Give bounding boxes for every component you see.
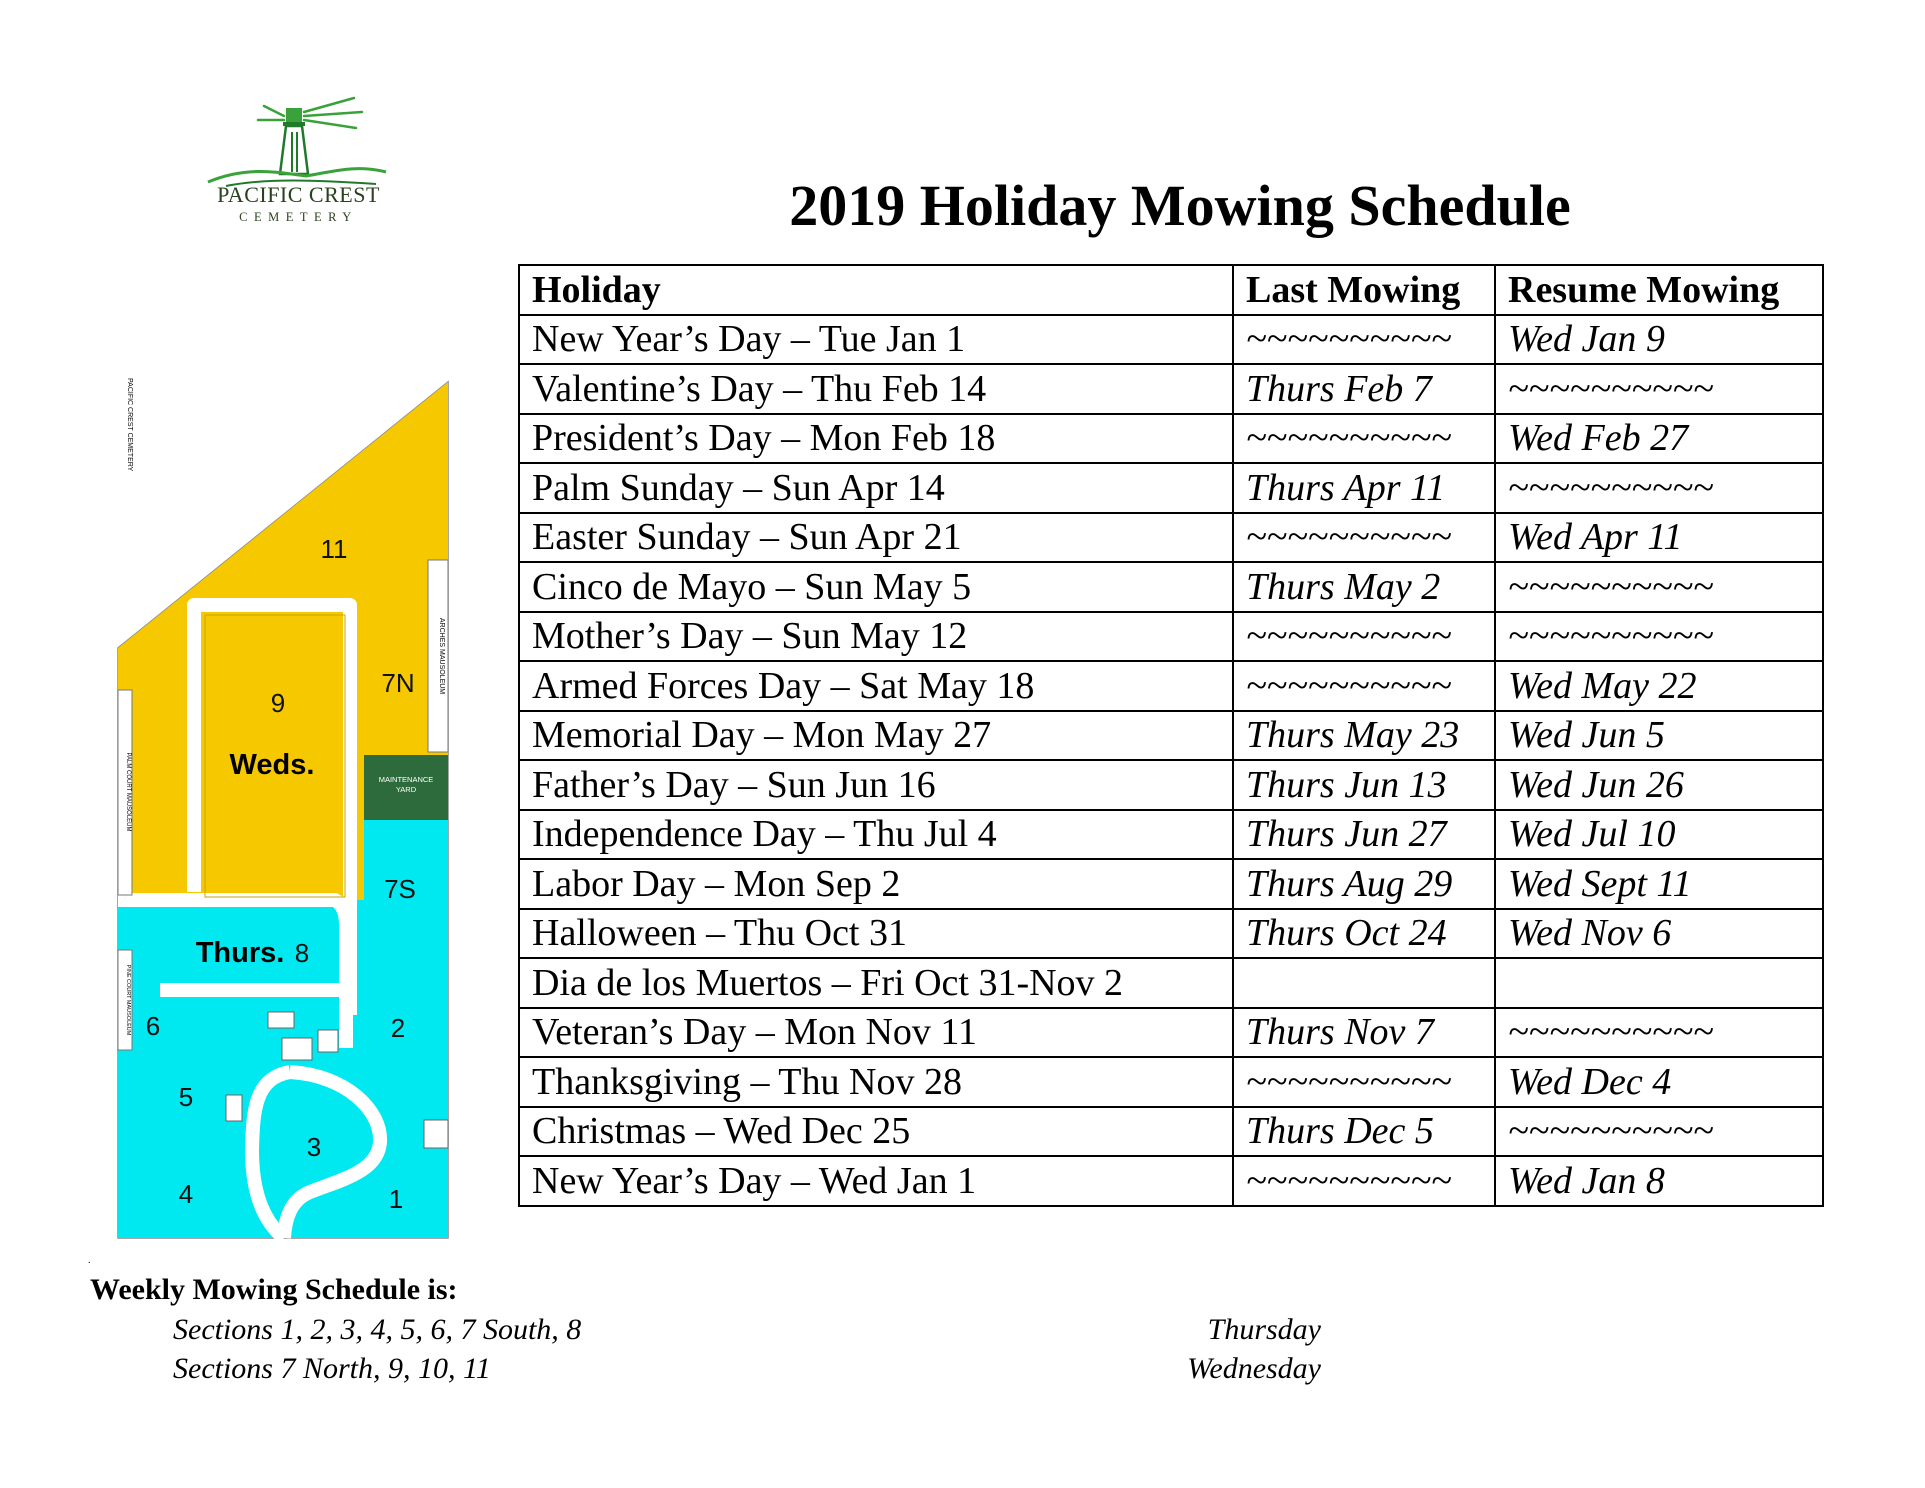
section-label: 7S bbox=[384, 874, 416, 904]
table-row bbox=[519, 760, 1823, 810]
resume-mowing-cell: ~~~~~~~~~~ bbox=[1495, 562, 1823, 612]
resume-mowing-cell bbox=[1495, 958, 1823, 1008]
holiday-cell: Memorial Day – Mon May 27 bbox=[519, 711, 1233, 761]
section-label: 3 bbox=[306, 1132, 322, 1162]
table-row bbox=[519, 958, 1823, 1008]
holiday-mowing-table bbox=[518, 264, 1824, 1207]
maintenance-yard-label-2: YARD bbox=[395, 785, 417, 794]
last-mowing-cell: ~~~~~~~~~~ bbox=[1233, 1057, 1495, 1107]
resume-mowing-cell: Wed Jan 8 bbox=[1495, 1156, 1823, 1206]
table-row bbox=[519, 711, 1823, 761]
table-row bbox=[519, 661, 1823, 711]
logo-subtitle: CEMETERY bbox=[239, 210, 358, 224]
holiday-cell: Thanksgiving – Thu Nov 28 bbox=[519, 1057, 1233, 1107]
last-mowing-cell: ~~~~~~~~~~ bbox=[1233, 1156, 1495, 1206]
weekly-sections-wednesday: Sections 7 North, 9, 10, 11 bbox=[173, 1352, 491, 1385]
holiday-cell: Palm Sunday – Sun Apr 14 bbox=[519, 463, 1233, 513]
table-row bbox=[519, 414, 1823, 464]
holiday-cell: Easter Sunday – Sun Apr 21 bbox=[519, 513, 1233, 563]
table-row bbox=[519, 612, 1823, 662]
section-label: 1 bbox=[388, 1184, 404, 1214]
table-row bbox=[519, 909, 1823, 959]
table-row bbox=[519, 1107, 1823, 1157]
holiday-cell: President’s Day – Mon Feb 18 bbox=[519, 414, 1233, 464]
resume-mowing-cell: Wed Nov 6 bbox=[1495, 909, 1823, 959]
last-mowing-cell: Thurs May 2 bbox=[1233, 562, 1495, 612]
last-mowing-cell: ~~~~~~~~~~ bbox=[1233, 315, 1495, 365]
plan-title: PACIFIC CREST CEMETERY bbox=[126, 378, 133, 472]
section-label: 11 bbox=[320, 534, 348, 564]
table-row bbox=[519, 1008, 1823, 1058]
table-row bbox=[519, 315, 1823, 365]
wednesday-label: Weds. bbox=[229, 749, 315, 781]
table-row bbox=[519, 562, 1823, 612]
weekly-day-thursday: Thursday bbox=[1207, 1313, 1321, 1346]
section-label: 5 bbox=[178, 1082, 194, 1112]
holiday-cell: Cinco de Mayo – Sun May 5 bbox=[519, 562, 1233, 612]
last-mowing-cell: Thurs Dec 5 bbox=[1233, 1107, 1495, 1157]
last-mowing-cell: Thurs Apr 11 bbox=[1233, 463, 1495, 513]
palm-court-mausoleum-label: PALM COURT MAUSOLEUM bbox=[125, 752, 131, 832]
last-mowing-cell: ~~~~~~~~~~ bbox=[1233, 612, 1495, 662]
last-mowing-cell: Thurs Jun 13 bbox=[1233, 760, 1495, 810]
resume-mowing-cell: Wed May 22 bbox=[1495, 661, 1823, 711]
last-mowing-cell: Thurs Aug 29 bbox=[1233, 859, 1495, 909]
section-label: 6 bbox=[145, 1011, 161, 1041]
holiday-cell: Veteran’s Day – Mon Nov 11 bbox=[519, 1008, 1233, 1058]
holiday-cell: Mother’s Day – Sun May 12 bbox=[519, 612, 1233, 662]
weekly-sections-thursday: Sections 1, 2, 3, 4, 5, 6, 7 South, 8 bbox=[173, 1313, 582, 1346]
holiday-cell: Dia de los Muertos – Fri Oct 31-Nov 2 bbox=[519, 958, 1233, 1008]
table-row bbox=[519, 463, 1823, 513]
holiday-cell: Halloween – Thu Oct 31 bbox=[519, 909, 1233, 959]
holiday-cell: Christmas – Wed Dec 25 bbox=[519, 1107, 1233, 1157]
column-header-last-mowing: Last Mowing bbox=[1233, 265, 1495, 315]
resume-mowing-cell: Wed Jan 9 bbox=[1495, 315, 1823, 365]
stray-mark: . bbox=[88, 1255, 91, 1266]
logo-name: PACIFIC CREST bbox=[217, 182, 380, 207]
resume-mowing-cell: Wed Jun 26 bbox=[1495, 760, 1823, 810]
resume-mowing-cell: ~~~~~~~~~~ bbox=[1495, 364, 1823, 414]
last-mowing-cell: Thurs May 23 bbox=[1233, 711, 1495, 761]
holiday-cell: Independence Day – Thu Jul 4 bbox=[519, 810, 1233, 860]
column-header-resume-mowing: Resume Mowing bbox=[1495, 265, 1823, 315]
last-mowing-cell: Thurs Oct 24 bbox=[1233, 909, 1495, 959]
table-row bbox=[519, 1156, 1823, 1206]
table-header-row bbox=[519, 265, 1823, 315]
resume-mowing-cell: Wed Feb 27 bbox=[1495, 414, 1823, 464]
last-mowing-cell: ~~~~~~~~~~ bbox=[1233, 661, 1495, 711]
resume-mowing-cell: Wed Sept 11 bbox=[1495, 859, 1823, 909]
arches-mausoleum-label: ARCHES MAUSOLEUM bbox=[438, 617, 445, 695]
resume-mowing-cell: ~~~~~~~~~~ bbox=[1495, 1008, 1823, 1058]
section-label: 4 bbox=[178, 1179, 194, 1209]
last-mowing-cell: Thurs Jun 27 bbox=[1233, 810, 1495, 860]
resume-mowing-cell: ~~~~~~~~~~ bbox=[1495, 612, 1823, 662]
last-mowing-cell: Thurs Feb 7 bbox=[1233, 364, 1495, 414]
holiday-cell: Labor Day – Mon Sep 2 bbox=[519, 859, 1233, 909]
holiday-cell: Father’s Day – Sun Jun 16 bbox=[519, 760, 1233, 810]
table-row bbox=[519, 364, 1823, 414]
section-label: 9 bbox=[270, 688, 286, 718]
section-label: 2 bbox=[390, 1013, 406, 1043]
resume-mowing-cell: ~~~~~~~~~~ bbox=[1495, 463, 1823, 513]
column-header-holiday: Holiday bbox=[519, 265, 1233, 315]
cemetery-section-map bbox=[0, 0, 470, 1260]
resume-mowing-cell: Wed Apr 11 bbox=[1495, 513, 1823, 563]
section-label: 7N bbox=[381, 668, 415, 698]
table-row bbox=[519, 513, 1823, 563]
thursday-label: Thurs. bbox=[195, 937, 285, 969]
last-mowing-cell: Thurs Nov 7 bbox=[1233, 1008, 1495, 1058]
last-mowing-cell: ~~~~~~~~~~ bbox=[1233, 414, 1495, 464]
weekly-schedule-title: Weekly Mowing Schedule is: bbox=[90, 1273, 458, 1306]
weekly-day-wednesday: Wednesday bbox=[1187, 1352, 1321, 1385]
last-mowing-cell: ~~~~~~~~~~ bbox=[1233, 513, 1495, 563]
resume-mowing-cell: Wed Dec 4 bbox=[1495, 1057, 1823, 1107]
resume-mowing-cell: Wed Jul 10 bbox=[1495, 810, 1823, 860]
table-row bbox=[519, 859, 1823, 909]
resume-mowing-cell: Wed Jun 5 bbox=[1495, 711, 1823, 761]
holiday-cell: New Year’s Day – Wed Jan 1 bbox=[519, 1156, 1233, 1206]
holiday-cell: Armed Forces Day – Sat May 18 bbox=[519, 661, 1233, 711]
last-mowing-cell bbox=[1233, 958, 1495, 1008]
page-title: 2019 Holiday Mowing Schedule bbox=[789, 173, 1571, 238]
table-row bbox=[519, 1057, 1823, 1107]
holiday-cell: New Year’s Day – Tue Jan 1 bbox=[519, 315, 1233, 365]
section-label: 8 bbox=[294, 938, 310, 968]
pine-court-mausoleum-label: PINE COURT MAUSOLEUM bbox=[125, 964, 131, 1036]
table-row bbox=[519, 810, 1823, 860]
resume-mowing-cell: ~~~~~~~~~~ bbox=[1495, 1107, 1823, 1157]
holiday-cell: Valentine’s Day – Thu Feb 14 bbox=[519, 364, 1233, 414]
maintenance-yard-label-1: MAINTENANCE bbox=[378, 775, 434, 784]
